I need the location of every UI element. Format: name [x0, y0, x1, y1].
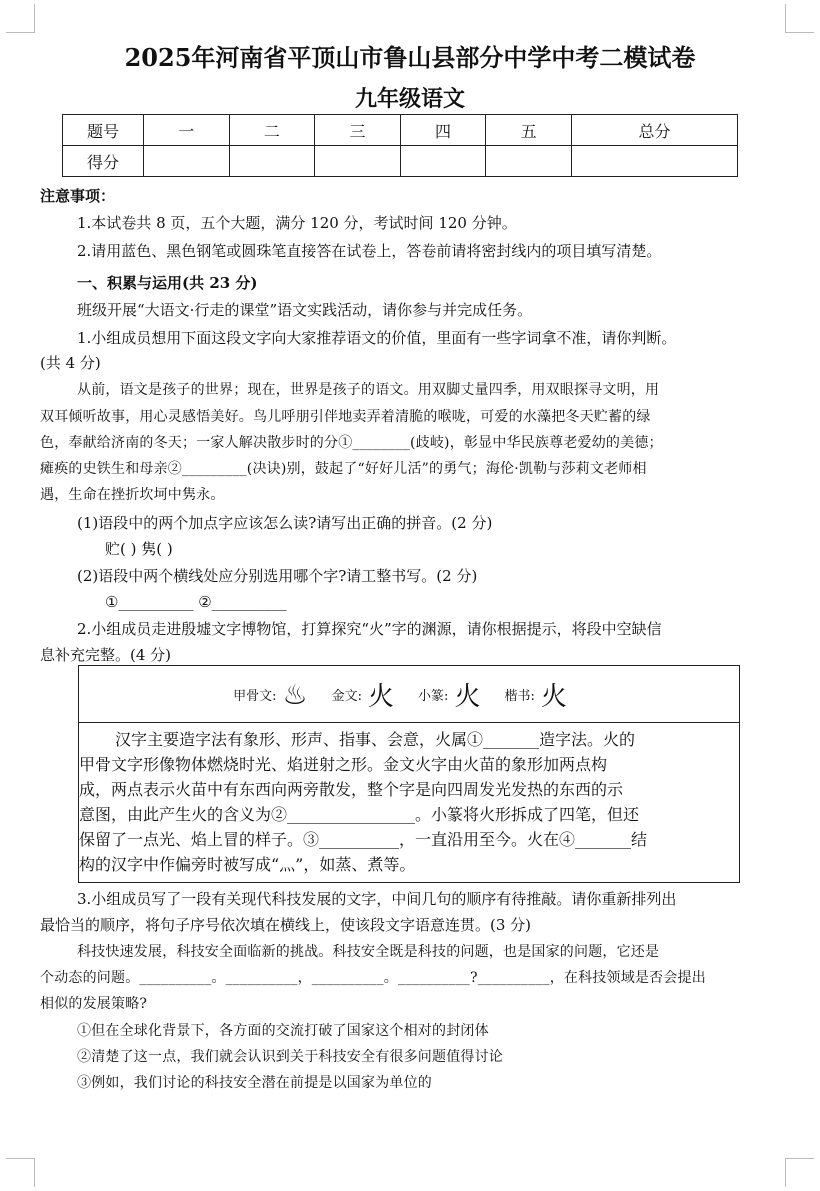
fire-script-forms [79, 666, 739, 723]
score-cell: 题号 [63, 115, 144, 146]
question-2: 2.小组成员走进殷墟文字博物馆，打算探究“火”字的渊源，请你根据提示，将段中空缺信 [77, 620, 662, 638]
score-cell: 得分 [63, 146, 144, 177]
seal-fire-glyph: 火 [454, 681, 481, 712]
fire-text-line: 成，两点表示火苗中有东西向两旁散发，整个字是向四周发光发热的东西的示 [79, 780, 624, 799]
notice-item: 1.本试卷共 8 页，五个大题，满分 120 分，考试时间 120 分钟。 [77, 214, 517, 232]
score-input-cell[interactable] [144, 146, 230, 177]
regular-label: 楷书: [504, 688, 535, 704]
score-cell: 四 [400, 115, 486, 146]
passage-line: 瘫痪的史铁生和母亲②_________(决诀)别，鼓起了“好好儿活”的勇气；海伦·凯勒与莎莉文老师相 [40, 461, 647, 477]
subquestion-2: (2)语段中两个横线处应分别选用哪个字?请工整书写。(2 分) [77, 567, 478, 585]
bronze-label: 金文: [331, 688, 363, 704]
score-input-cell[interactable] [486, 146, 572, 177]
ordering-blanks-line[interactable]: 个动态的问题。__________。__________，__________。__________?__________，在科技领域是否会提出 [40, 970, 706, 986]
section-intro: 班级开展“大语文·行走的课堂”语文实践活动，请你参与并完成任务。 [77, 301, 533, 319]
seal-label: 小篆: [418, 688, 449, 704]
subquestion-1: (1)语段中的两个加点字应该怎么读?请写出正确的拼音。(2 分) [77, 514, 493, 532]
score-cell: 总分 [571, 115, 737, 146]
oracle-bone-fire-glyph: ♨ [282, 677, 308, 711]
score-cell: 五 [486, 115, 572, 146]
passage-line: 遇，生命在挫折坎坷中隽永。 [40, 487, 225, 503]
fire-character-box [78, 665, 740, 883]
character-answer-blanks[interactable]: ①__________ ②__________ [105, 593, 287, 611]
fire-text-line: 保留了一点光、焰上冒的样子。③__________，一直沿用至今。火在④_______结 [79, 830, 648, 849]
score-table-score-row [63, 146, 738, 177]
score-cell: 一 [144, 115, 230, 146]
crop-mark-top-right [785, 4, 814, 33]
score-input-cell[interactable] [229, 146, 315, 177]
crop-mark-bottom-right [785, 1158, 814, 1187]
pinyin-answer-blanks[interactable]: 贮( ) 隽( ) [105, 540, 173, 558]
question-2-points: 息补充完整。(4 分) [40, 646, 172, 664]
section-heading: 一、积累与运用(共 23 分) [77, 274, 258, 292]
score-cell: 二 [229, 115, 315, 146]
exam-title: 2025年河南省平顶山市鲁山县部分中学中考二模试卷 [124, 43, 696, 72]
option-3: ③例如，我们讨论的科技安全潜在前提是以国家为单位的 [77, 1075, 432, 1091]
question-3: 3.小组成员写了一段有关现代科技发展的文字，中间几句的顺序有待推敲。请你重新排列出 [77, 890, 677, 908]
score-input-cell[interactable] [315, 146, 401, 177]
score-table [62, 114, 738, 177]
fire-text-line: 汉字主要造字法有象形、形声、指事、会意，火属①_______造字法。火的 [115, 730, 636, 749]
passage-line: 双耳倾听故事，用心灵感悟美好。鸟儿呼朋引伴地卖弄着清脆的喉咙，可爱的水藻把冬天贮蓄的绿 [40, 409, 651, 425]
question-3-cont: 最恰当的顺序，将句子序号依次填在横线上，使该段文字语意连贯。(3 分) [40, 916, 532, 934]
regular-fire-glyph: 火 [540, 681, 567, 712]
fire-text-line: 构的汉字中作偏旁时被写成“灬”，如蒸、煮等。 [79, 855, 416, 874]
score-input-cell[interactable] [400, 146, 486, 177]
passage-line: 科技快速发展，科技安全面临新的挑战。科技安全既是科技的问题，也是国家的问题，它还是 [77, 944, 660, 960]
passage-line: 从前，语文是孩子的世界；现在，世界是孩子的语文。用双脚丈量四季，用双眼探寻文明，用 [77, 382, 660, 398]
question-1-points: (共 4 分) [40, 354, 101, 372]
bronze-fire-glyph: 火 [368, 681, 395, 712]
passage-line: 色，奉献给济南的冬天；一家人解决散步时的分①________(歧岐)，彰显中华民族尊老爱幼的美德； [40, 435, 663, 451]
question-1: 1.小组成员想用下面这段文字向大家推荐语文的价值，里面有一些字词拿不准，请你判断。 [77, 329, 677, 347]
passage-line: 相似的发展策略? [40, 996, 148, 1012]
notice-heading: 注意事项： [40, 187, 116, 205]
exam-subtitle: 九年级语文 [354, 86, 465, 112]
score-table-header-row [63, 115, 738, 146]
option-2: ②清楚了这一点，我们就会认识到关于科技安全有很多问题值得讨论 [77, 1049, 503, 1065]
crop-mark-bottom-left [6, 1158, 35, 1187]
fire-text-line: 甲骨文字形像物体燃烧时光、焰迸射之形。金文火字由火苗的象形加两点构 [79, 755, 608, 774]
notice-item: 2.请用蓝色、黑色钢笔或圆珠笔直接答在试卷上，答卷前请将密封线内的项目填写清楚。 [77, 242, 662, 260]
score-cell: 三 [315, 115, 401, 146]
fire-text-line: 意图，由此产生火的含义为②________________。小篆将火形拆成了四笔，但还 [79, 805, 640, 824]
option-1: ①但在全球化背景下，各方面的交流打破了国家这个相对的封闭体 [77, 1023, 489, 1039]
crop-mark-top-left [6, 4, 35, 33]
score-input-cell[interactable] [571, 146, 737, 177]
oracle-bone-label: 甲骨文: [233, 688, 277, 704]
